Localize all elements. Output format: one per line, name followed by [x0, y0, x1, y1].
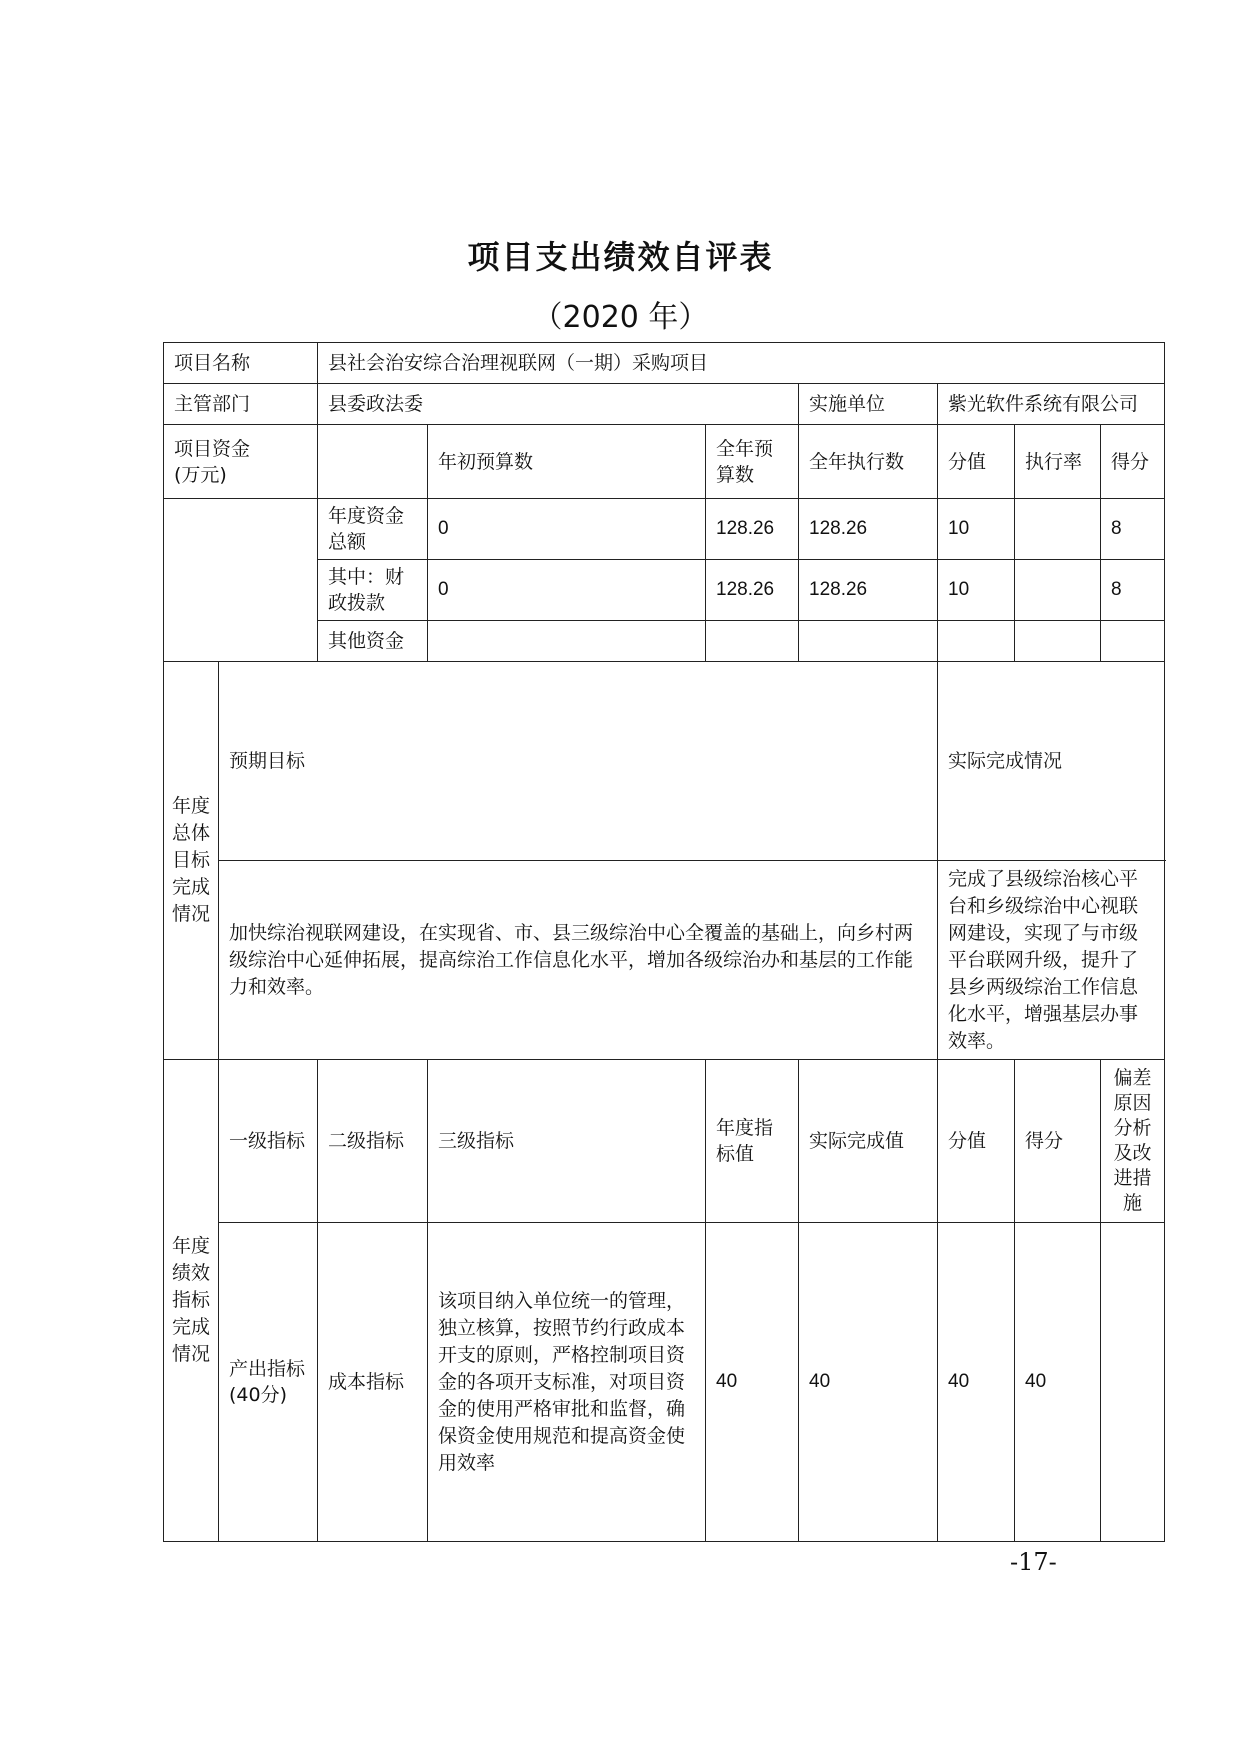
funds-row-label: 其中：财政拨款	[318, 560, 428, 621]
actual-completion-text: 完成了县级综治核心平台和乡级综治中心视联网建设，实现了与市级平台联网升级，提升了县乡两级综治工作信息化水平，增强基层办事效率。	[938, 861, 1165, 1060]
department-label: 主管部门	[164, 384, 318, 425]
funds-header-blank	[318, 425, 428, 499]
indicator-header-target: 年度指标值	[706, 1060, 799, 1223]
funds-header-initial-budget: 年初预算数	[428, 425, 706, 499]
indicator-score-value: 40	[938, 1223, 1015, 1542]
indicator-row	[164, 1223, 1165, 1542]
funds-cell: 0	[428, 560, 706, 621]
funds-cell: 128.26	[799, 560, 938, 621]
expected-goal-label: 预期目标	[219, 662, 938, 861]
funds-row	[164, 499, 1165, 560]
funds-cell	[799, 621, 938, 662]
goals-content-row	[164, 861, 1165, 1060]
department-value: 县委政法委	[318, 384, 799, 425]
indicator-actual: 40	[799, 1223, 938, 1542]
performance-table	[163, 342, 1165, 1542]
funds-header-annual-executed: 全年执行数	[799, 425, 938, 499]
funds-cell: 128.26	[799, 499, 938, 560]
funds-label: 项目资金 (万元)	[164, 425, 318, 499]
funds-cell: 10	[938, 560, 1015, 621]
indicator-header-actual: 实际完成值	[799, 1060, 938, 1223]
funds-header-execution-rate: 执行率	[1015, 425, 1101, 499]
funds-header-row	[164, 425, 1165, 499]
funds-header-annual-budget: 全年预算数	[706, 425, 799, 499]
funds-row-label: 年度资金总额	[318, 499, 428, 560]
project-name-value: 县社会治安综合治理视联网（一期）采购项目	[318, 343, 1165, 384]
funds-cell: 0	[428, 499, 706, 560]
funds-cell: 128.26	[706, 499, 799, 560]
funds-cell	[1015, 621, 1101, 662]
indicator-header-level2: 二级指标	[318, 1060, 428, 1223]
indicators-side-label: 年度绩效指标完成情况	[164, 1060, 219, 1542]
department-row	[164, 384, 1165, 425]
funds-cell	[706, 621, 799, 662]
funds-row-label: 其他资金	[318, 621, 428, 662]
implementing-unit-value: 紫光软件系统有限公司	[938, 384, 1165, 425]
indicator-deviation	[1101, 1223, 1165, 1542]
implementing-unit-label: 实施单位	[799, 384, 938, 425]
indicator-level1: 产出指标(40分)	[219, 1223, 318, 1542]
funds-cell	[1015, 499, 1101, 560]
page-subtitle: （2020 年）	[532, 300, 709, 335]
funds-header-score: 得分	[1101, 425, 1165, 499]
funds-cell	[1015, 560, 1101, 621]
funds-cell: 10	[938, 499, 1015, 560]
indicator-level3: 该项目纳入单位统一的管理，独立核算，按照节约行政成本开支的原则，严格控制项目资金的各项开支标准，对项目资金的使用严格审批和监督，确保资金使用规范和提高资金使用效率	[428, 1223, 706, 1542]
indicator-level2: 成本指标	[318, 1223, 428, 1542]
indicator-header-deviation: 偏差原因分析及改进措施	[1101, 1060, 1165, 1223]
funds-cell	[938, 621, 1015, 662]
funds-header-score-value: 分值	[938, 425, 1015, 499]
indicator-header-level1: 一级指标	[219, 1060, 318, 1223]
actual-completion-label: 实际完成情况	[938, 662, 1165, 861]
indicator-header-level3: 三级指标	[428, 1060, 706, 1223]
funds-cell	[428, 621, 706, 662]
page-title: 项目支出绩效自评表	[467, 238, 774, 276]
indicator-target: 40	[706, 1223, 799, 1542]
funds-cell: 128.26	[706, 560, 799, 621]
goals-side-label: 年度总体目标完成情况	[164, 662, 219, 1060]
funds-cell: 8	[1101, 499, 1165, 560]
page-number: -17-	[1010, 1548, 1057, 1576]
indicator-header-row	[164, 1060, 1165, 1223]
goals-header-row	[164, 662, 1165, 861]
indicator-header-score: 得分	[1015, 1060, 1101, 1223]
project-name-row	[164, 343, 1165, 384]
funds-cell: 8	[1101, 560, 1165, 621]
indicator-header-score-value: 分值	[938, 1060, 1015, 1223]
project-name-label: 项目名称	[164, 343, 318, 384]
indicator-score: 40	[1015, 1223, 1101, 1542]
funds-cell	[1101, 621, 1165, 662]
expected-goal-text: 加快综治视联网建设，在实现省、市、县三级综治中心全覆盖的基础上，向乡村两级综治中心延伸拓展，提高综治工作信息化水平，增加各级综治办和基层的工作能力和效率。	[219, 861, 938, 1060]
funds-side-blank	[164, 499, 318, 662]
